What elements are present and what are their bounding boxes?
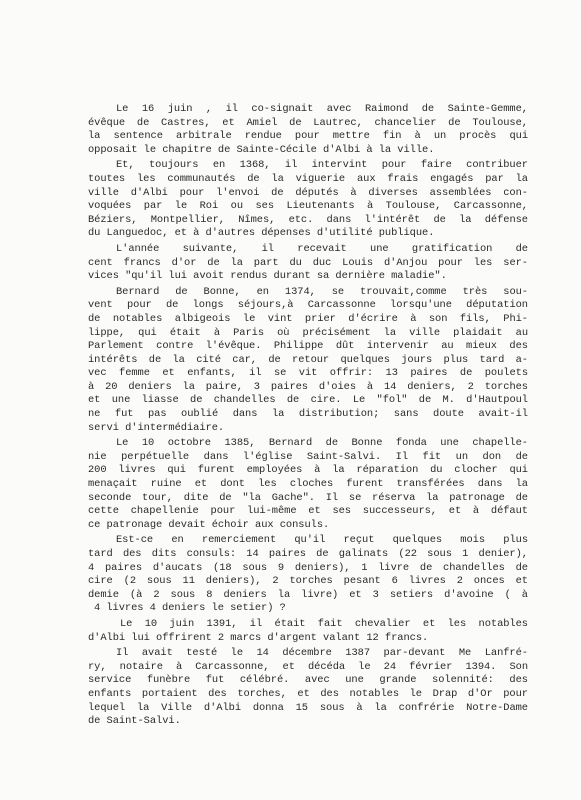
paragraph-5 xyxy=(88,437,528,532)
paragraph-1 xyxy=(88,103,528,157)
text-line: ce patronage devait échoir aux consuls. xyxy=(88,518,330,531)
text-line: de Saint-Salvi. xyxy=(88,715,181,728)
text-line: ne fut pas oublié dans la distribution; sans doute avait-il xyxy=(88,408,528,421)
text-line: Bernard de Bonne, en 1374, se trouvait,comme très sou- xyxy=(116,285,528,298)
text-line: 4 livres 4 deniers le setier) ? xyxy=(94,602,286,615)
text-line: à 20 deniers la paire, 3 paires d'oies à 14 deniers, 2 torches xyxy=(88,380,528,393)
text-line: vent pour de longs séjours,à Carcassonne lorsqu'une députation xyxy=(88,299,528,312)
text-line: menaçait ruine et dont les cloches furent transférées dans la xyxy=(88,478,528,491)
text-line: toutes les communautés de la viguerie aux frais engagés par la xyxy=(88,172,528,185)
text-line: Est-ce en remerciement qu'il reçut quelques mois plus xyxy=(116,534,528,547)
text-line: d'Albi lui offrirent 2 marcs d'argent valant 12 francs. xyxy=(88,631,429,644)
text-line: servi d'intermédiaire. xyxy=(88,421,225,434)
text-line: vices "qu'il lui avoit rendus durant sa dernière maladie". xyxy=(88,270,447,283)
text-line: 4 paires d'aucats (18 sous 9 deniers), 1 livre de chandelles de xyxy=(88,561,528,574)
text-line: et une liasse de chandelles de cire. Le "fol" de M. d'Hautpoul xyxy=(88,394,528,407)
text-line: service funèbre fut célébré. avec une grande solennité: des xyxy=(88,674,528,687)
text-line: du Languedoc, et à d'autres dépenses d'utilité publique. xyxy=(88,227,435,240)
paragraph-4 xyxy=(88,286,528,436)
text-line: tard des dits consuls: 14 paires de galinats (22 sous 1 denier), xyxy=(88,548,528,560)
text-line: lequel la Ville d'Albi donna 15 sous à la confrérie Notre-Dame xyxy=(88,701,528,714)
text-line: voquées par le Roi ou ses Lieutenants à Toulouse, Carcassonne, xyxy=(88,200,528,213)
text-line: cette chapellenie pour lui-même et ses successeurs, et à défaut xyxy=(88,505,528,518)
text-line: 200 livres qui furent employées à la réparation du clocher qui xyxy=(88,464,528,477)
typed-text-body xyxy=(88,103,528,731)
text-line: ry, notaire à Carcassonne, et décéda le 24 février 1394. Son xyxy=(88,660,528,673)
text-line: Le 16 juin , il co-signait avec Raimond de Sainte-Gemme, xyxy=(116,103,528,115)
text-line: Parlement contre l'évêque. Philippe dût intervenir au mieux des xyxy=(88,340,528,353)
text-line: Le 10 juin 1391, il était fait chevalier et les notables xyxy=(120,617,528,630)
text-line: demie (à 2 sous 8 deniers la livre) et 3 setiers d'avoine ( à xyxy=(88,588,528,601)
text-line: évêque de Castres, et Amiel de Lautrec, chancelier de Toulouse, xyxy=(88,116,528,129)
text-line: intérêts de la cité car, de retour quelques jours plus tard a- xyxy=(88,353,528,366)
text-line: lippe, qui était à Paris où précisément la ville plaidait au xyxy=(88,326,528,339)
text-line: Le 10 octobre 1385, Bernard de Bonne fonda une chapelle- xyxy=(116,437,528,450)
text-line: enfants portaient des torches, et des notables le Drap d'Or pour xyxy=(88,687,528,700)
text-line: opposait le chapitre de Sainte-Cécile d'Albi à la ville. xyxy=(88,143,435,156)
text-line: la sentence arbitrale rendue pour mettre fin à un procès qui xyxy=(88,130,528,143)
text-line: Il avait testé le 14 décembre 1387 par-devant Me Lanfré- xyxy=(116,647,528,660)
text-line: L'année suivante, il recevait une gratification de xyxy=(116,242,528,255)
text-line: vec femme et enfants, il se vit offrir: 13 paires de poulets xyxy=(88,367,528,380)
text-line: seconde tour, dite de "la Gache". Il se réserva la patronage de xyxy=(88,491,528,504)
text-line: ville d'Albi pour l'envoi de députés à diverses assemblées con- xyxy=(88,186,528,199)
paragraph-3 xyxy=(88,243,528,284)
text-line: cire (2 sous 11 deniers), 2 torches pesant 6 livres 2 onces et xyxy=(88,575,528,588)
paragraph-2 xyxy=(88,159,528,241)
paragraph-6 xyxy=(88,534,528,616)
text-line: nie perpétuelle dans l'église Saint-Salvi. Il fit un don de xyxy=(88,450,528,463)
paragraph-8 xyxy=(88,647,528,729)
text-line: Et, toujours en 1368, il intervint pour faire contribuer xyxy=(116,159,528,172)
text-line: cent francs d'or de la part du duc Louis d'Anjou pour les ser- xyxy=(88,256,528,269)
text-line: Béziers, Montpellier, Nîmes, etc. dans l'intérêt de la défense xyxy=(88,213,528,226)
text-line: de notables albigeois le vint prier d'écrire à son fils, Phi- xyxy=(88,312,528,325)
paragraph-7 xyxy=(88,618,528,645)
